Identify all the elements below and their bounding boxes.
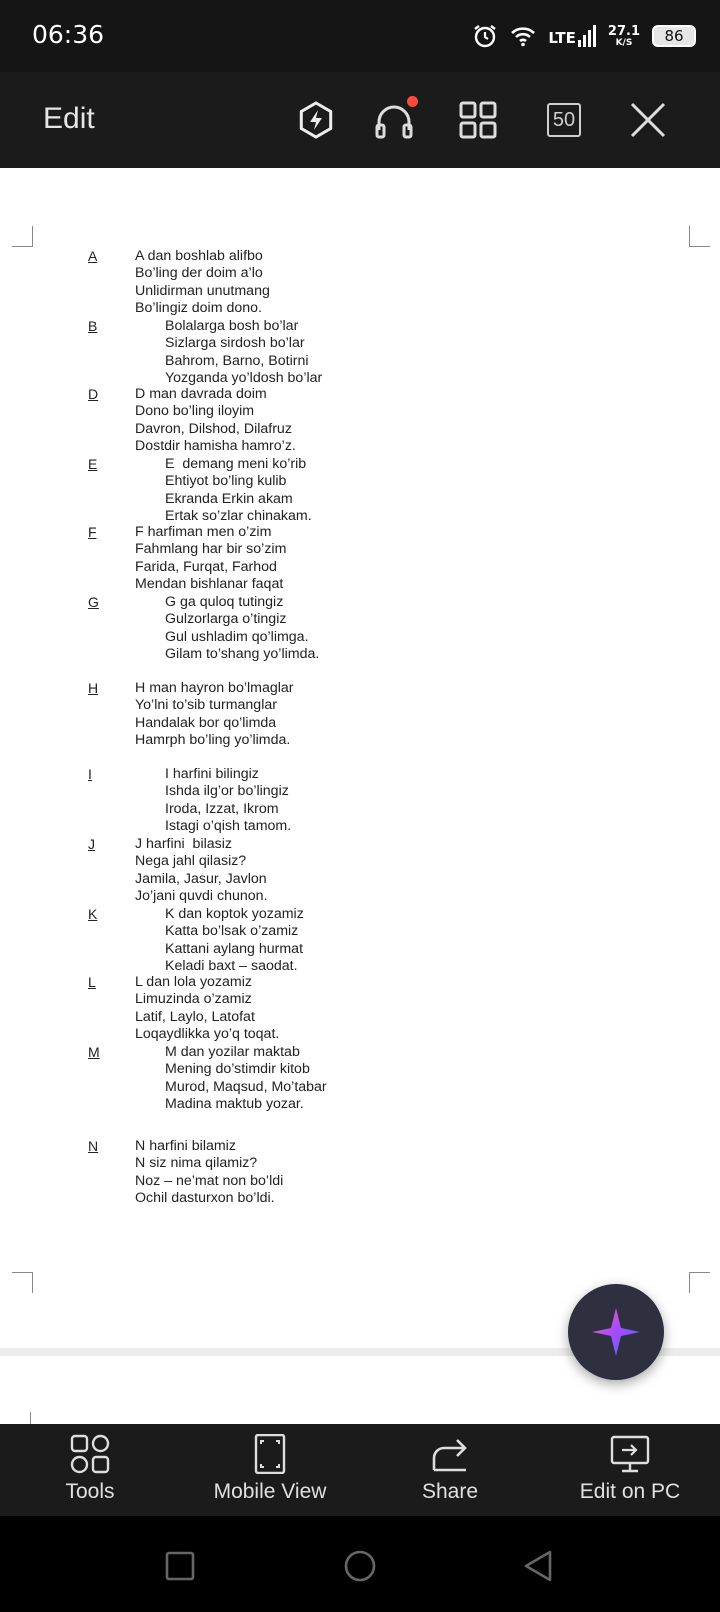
system-nav-bar bbox=[0, 1516, 720, 1612]
home-icon[interactable] bbox=[340, 1546, 380, 1586]
poem-line: Dostdir hamisha hamro’z. bbox=[135, 438, 296, 455]
poem-line: Ishda ilg’or bo’lingiz bbox=[165, 783, 289, 800]
stanza-letter: G bbox=[88, 594, 99, 610]
network-type: LTE bbox=[548, 29, 576, 47]
stanza-letter: I bbox=[88, 766, 92, 782]
poem-line: K dan koptok yozamiz bbox=[165, 906, 304, 922]
crop-mark bbox=[12, 1272, 33, 1293]
battery-icon bbox=[652, 25, 696, 47]
poem-line: Jo’jani quvdi chunon. bbox=[135, 888, 268, 905]
ai-sparkle-icon bbox=[588, 1304, 644, 1360]
stanza-letter: F bbox=[88, 524, 97, 540]
poem-line: Keladi baxt – saodat. bbox=[165, 958, 298, 975]
poem-line: Bo’lingiz doim dono. bbox=[135, 300, 262, 317]
poem-line: Loqaydlikka yo’q toqat. bbox=[135, 1026, 280, 1043]
poem-line: Latif, Laylo, Latofat bbox=[135, 1008, 255, 1025]
poem-line: Sizlarga sirdosh bo’lar bbox=[165, 335, 305, 352]
poem-line: Bahrom, Barno, Botirni bbox=[165, 352, 309, 369]
poem-line: Ochil dasturxon bo’ldi. bbox=[135, 1190, 275, 1207]
poem-line: L dan lola yozamiz bbox=[135, 974, 252, 990]
poem-line: J harfini bilasiz bbox=[135, 836, 232, 852]
poem-line: Gulzorlarga o’tingiz bbox=[165, 611, 287, 628]
poem-line: M dan yozilar maktab bbox=[165, 1044, 300, 1060]
poem-line: E demang meni ko’rib bbox=[165, 456, 307, 472]
poem-line: Yo’lni to’sib turmanglar bbox=[135, 697, 277, 714]
share-icon bbox=[430, 1434, 470, 1474]
notification-dot bbox=[407, 96, 418, 107]
poem-line: Ehtiyot bo’ling kulib bbox=[165, 473, 287, 490]
poem-line: Jamila, Jasur, Javlon bbox=[135, 870, 267, 887]
edit-on-pc-icon bbox=[610, 1434, 650, 1474]
poem-line: Handalak bor qo’limda bbox=[135, 714, 277, 731]
poem-line: Iroda, Izzat, Ikrom bbox=[165, 800, 279, 817]
mobile-view-icon bbox=[250, 1434, 290, 1474]
poem-line: F harfiman men o’zim bbox=[135, 524, 272, 540]
status-icons bbox=[472, 18, 696, 54]
poem-line: Bo’ling der doim a’lo bbox=[135, 265, 263, 282]
poem-line: Limuzinda o’zamiz bbox=[135, 991, 252, 1008]
tools-button[interactable] bbox=[0, 1434, 180, 1504]
poem-line: G ga quloq tutingiz bbox=[165, 594, 284, 610]
signal-icon bbox=[548, 25, 596, 47]
edit-button[interactable]: Edit bbox=[43, 102, 95, 135]
crop-mark bbox=[30, 1412, 31, 1424]
edit-on-pc-label: Edit on PC bbox=[579, 1480, 681, 1503]
edit-on-pc-button[interactable] bbox=[540, 1434, 720, 1504]
poem-line: Nega jahl qilasiz? bbox=[135, 853, 247, 870]
stanza-letter: D bbox=[88, 386, 99, 402]
speed-unit: K/S bbox=[615, 37, 633, 48]
poem-line: Unlidirman unutmang bbox=[135, 282, 270, 299]
bottom-toolbar bbox=[0, 1424, 720, 1516]
stanza-letter: A bbox=[88, 248, 98, 264]
crop-mark bbox=[689, 226, 710, 247]
poem-line: Hamrph bo’ling yo’limda. bbox=[135, 732, 291, 749]
poem-line: Noz – ne’mat non bo’ldi bbox=[135, 1172, 284, 1189]
poem-line: D man davrada doim bbox=[135, 386, 267, 402]
stanza-letter: K bbox=[88, 906, 98, 922]
battery-level: 86 bbox=[664, 27, 684, 45]
status-time: 06:36 bbox=[32, 20, 105, 49]
headphones-icon[interactable] bbox=[368, 94, 420, 146]
alarm-icon bbox=[472, 23, 498, 49]
top-toolbar bbox=[0, 72, 720, 168]
status-bar bbox=[0, 0, 720, 72]
share-button[interactable] bbox=[360, 1434, 540, 1504]
poem-line: Istagi o’qish tamom. bbox=[165, 818, 292, 835]
document-page bbox=[0, 168, 720, 1348]
poem-line: Murod, Maqsud, Mo’tabar bbox=[165, 1078, 327, 1095]
poem-line: Yozganda yo’ldosh bo’lar bbox=[165, 370, 323, 387]
share-label: Share bbox=[421, 1480, 479, 1503]
stanza-letter: H bbox=[88, 680, 99, 696]
poem-line: Kattani aylang hurmat bbox=[165, 940, 304, 957]
poem-line: Bolalarga bosh bo’lar bbox=[165, 318, 299, 334]
stanza-letter: B bbox=[88, 318, 98, 334]
page-count: 50 bbox=[547, 103, 581, 137]
lightning-icon[interactable] bbox=[290, 94, 342, 146]
ai-assistant-button[interactable] bbox=[568, 1284, 664, 1380]
poem-line: Ertak so’zlar chinakam. bbox=[165, 508, 312, 525]
poem-line: Davron, Dilshod, Dilafruz bbox=[135, 420, 292, 437]
stanza-letter: L bbox=[88, 974, 96, 990]
poem-line: Dono bo’ling iloyim bbox=[135, 403, 255, 420]
speed-value: 27.1 bbox=[607, 23, 640, 39]
stanza-letter: M bbox=[88, 1044, 100, 1060]
poem-line: N harfini bilamiz bbox=[135, 1138, 236, 1154]
mobile-view-label: Mobile View bbox=[213, 1480, 327, 1503]
page-count-icon[interactable] bbox=[538, 94, 590, 146]
crop-mark bbox=[12, 226, 33, 247]
poem-line: Ekranda Erkin akam bbox=[165, 490, 293, 507]
poem-line: H man hayron bo’lmaglar bbox=[135, 680, 294, 696]
recent-apps-icon[interactable] bbox=[160, 1546, 200, 1586]
poem-line: Gul ushladim qo’limga. bbox=[165, 628, 309, 645]
poem-line: Gilam to’shang yo’limda. bbox=[165, 646, 320, 663]
network-speed bbox=[608, 25, 640, 48]
poem-line: I harfini bilingiz bbox=[165, 766, 259, 782]
mobile-view-button[interactable] bbox=[180, 1434, 360, 1504]
poem-line: Katta bo’lsak o’zamiz bbox=[165, 923, 299, 940]
poem-line: A dan boshlab alifbo bbox=[135, 248, 263, 264]
back-icon[interactable] bbox=[518, 1546, 558, 1586]
wifi-icon bbox=[510, 25, 536, 47]
stanza-letter: N bbox=[88, 1138, 99, 1154]
tools-label: Tools bbox=[65, 1480, 115, 1503]
poem-line: Farida, Furqat, Farhod bbox=[135, 558, 277, 575]
tools-icon bbox=[70, 1434, 110, 1474]
stanza-letter: J bbox=[88, 836, 95, 852]
grid-icon[interactable] bbox=[452, 94, 504, 146]
crop-mark bbox=[689, 1272, 710, 1293]
close-icon[interactable] bbox=[622, 94, 674, 146]
stanza-letter: E bbox=[88, 456, 98, 472]
poem-line: Fahmlang har bir so’zim bbox=[135, 541, 287, 558]
poem-line: Mening do’stimdir kitob bbox=[165, 1061, 310, 1078]
poem-line: Mendan bishlanar faqat bbox=[135, 576, 284, 593]
poem-line: N siz nima qilamiz? bbox=[135, 1155, 258, 1172]
poem-line: Madina maktub yozar. bbox=[165, 1096, 304, 1113]
